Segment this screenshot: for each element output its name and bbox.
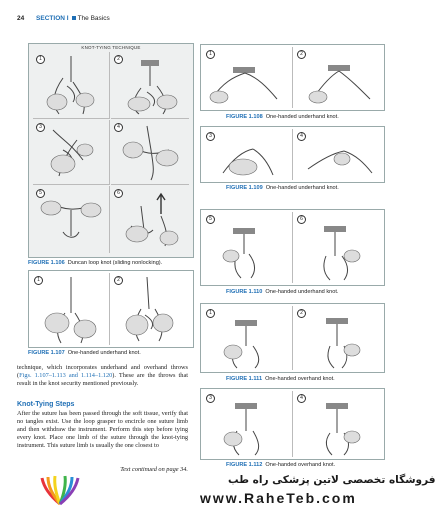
- hand-knot-illustration: [111, 186, 189, 253]
- figure-1-106-panel: [111, 186, 189, 253]
- panel-number: 1: [206, 309, 215, 318]
- caption-text: One-handed underhand knot.: [67, 350, 141, 356]
- caption-text: Duncan loop knot (sliding nonlocking).: [67, 260, 163, 266]
- panel-number: 4: [297, 132, 306, 141]
- panel-number: 2: [114, 276, 123, 285]
- hand-knot-illustration: [203, 47, 292, 108]
- figure-1-110-caption: [226, 289, 338, 295]
- panel-number: 1: [206, 50, 215, 59]
- figure-1-110-frame: [200, 209, 385, 286]
- caption-text: One-handed overhand knot.: [265, 376, 335, 382]
- figure-1-111-frame: [200, 303, 385, 373]
- panel-number: 2: [297, 50, 306, 59]
- figure-1-109-panel: [203, 129, 293, 180]
- figure-1-111-caption: [226, 376, 335, 382]
- figure-label: FIGURE 1.106: [28, 260, 65, 266]
- continued-note: Text continued on page 34.: [120, 466, 188, 473]
- figure-1-109-caption: [226, 185, 339, 191]
- panel-number: 1: [34, 276, 43, 285]
- figure-1-108-frame: [200, 44, 385, 111]
- figure-1-106-panel: [33, 120, 110, 185]
- figure-1-108-panel: [294, 47, 382, 108]
- figure-label: FIGURE 1.108: [226, 114, 263, 120]
- figure-1-106-panel-title: KNOT-TYING TECHNIQUE: [81, 45, 141, 50]
- hand-knot-illustration: [294, 306, 382, 370]
- hand-knot-illustration: [203, 212, 292, 283]
- hand-knot-illustration: [203, 306, 292, 370]
- hand-knot-illustration: [294, 47, 382, 108]
- panel-number: 5: [206, 215, 215, 224]
- hand-knot-illustration: [294, 212, 382, 283]
- figure-label: FIGURE 1.110: [226, 289, 263, 295]
- running-header: [17, 15, 110, 22]
- figure-1-108-caption: [226, 114, 339, 120]
- panel-number: 2: [114, 55, 123, 64]
- panel-number: 3: [206, 394, 215, 403]
- figure-1-109-panel: [294, 129, 382, 180]
- caption-text: One-handed underhand knot.: [265, 114, 339, 120]
- hand-knot-illustration: [33, 52, 109, 118]
- body-paragraph-2: After the suture has been passed through the soft tissue, verify that no tangles exist. Use the loop grasper to encircle one suture limb and then withdraw the instrument. Perform this step before tying every knot. Place one limb of the suture through the knot-tying instrument. This suture limb is usually the one closest to: [17, 410, 188, 450]
- figure-1-106-panel: [33, 52, 110, 119]
- panel-number: 2: [297, 309, 306, 318]
- panel-number: 4: [114, 123, 123, 132]
- figure-label: FIGURE 1.112: [226, 462, 263, 468]
- figure-1-108-panel: [203, 47, 293, 108]
- panel-number: 3: [206, 132, 215, 141]
- figure-label: FIGURE 1.107: [28, 350, 65, 356]
- hand-knot-illustration: [203, 129, 292, 180]
- figure-1-112-caption: [226, 462, 335, 468]
- figure-1-107-frame: [28, 270, 194, 348]
- panel-number: 3: [36, 123, 45, 132]
- section-subheading: Knot-Tying Steps: [17, 401, 75, 408]
- section-label: SECTION I: [36, 15, 69, 22]
- figure-1-112-panel: [294, 391, 382, 457]
- figure-1-111-panel: [203, 306, 293, 370]
- figure-1-110-panel: [294, 212, 382, 283]
- figure-1-110-panel: [203, 212, 293, 283]
- figure-label: FIGURE 1.111: [226, 376, 263, 382]
- body-text: ). These are the throws that result in the knot security mentioned previously.: [17, 372, 188, 388]
- figure-1-107-caption: [28, 350, 141, 356]
- panel-number: 5: [36, 189, 45, 198]
- figure-reference-link[interactable]: Figs. 1.107–1.113 and 1.114–1.120: [19, 372, 113, 380]
- figure-1-109-frame: [200, 126, 385, 183]
- figure-1-106-panel: [111, 120, 189, 185]
- hand-knot-illustration: [111, 273, 189, 345]
- figure-1-112-panel: [203, 391, 293, 457]
- figure-1-107-panel: [111, 273, 189, 345]
- figure-1-106-panel: [111, 52, 189, 119]
- figure-1-106-frame: [28, 43, 194, 258]
- panel-number: 1: [36, 55, 45, 64]
- hand-knot-illustration: [294, 391, 382, 457]
- figure-label: FIGURE 1.109: [226, 185, 263, 191]
- body-text: technique, which incorporates underhand and overhand throws (: [17, 364, 188, 380]
- figure-1-111-panel: [294, 306, 382, 370]
- page-number: 24: [17, 15, 25, 22]
- hand-knot-illustration: [111, 120, 189, 184]
- hand-knot-illustration: [111, 52, 189, 118]
- section-title: The Basics: [77, 15, 110, 22]
- watermark-shop-text: فروشگاه تخصصی لاتین پزشکی راه طب: [228, 474, 435, 486]
- panel-number: 6: [297, 215, 306, 224]
- figure-1-106-caption: [28, 260, 162, 266]
- caption-text: One-handed underhand knot.: [265, 185, 339, 191]
- watermark-url[interactable]: www.RaheTeb.com: [200, 490, 357, 506]
- hand-knot-illustration: [31, 273, 109, 345]
- hand-knot-illustration: [203, 391, 292, 457]
- caption-text: One-handed overhand knot.: [265, 462, 336, 468]
- hand-knot-illustration: [33, 186, 109, 253]
- figure-1-107-panel: [31, 273, 110, 345]
- panel-number: 6: [114, 189, 123, 198]
- caption-text: One-handed underhand knot.: [265, 289, 339, 295]
- body-paragraph-1: [17, 364, 188, 388]
- figure-1-112-frame: [200, 388, 385, 460]
- hand-knot-illustration: [294, 129, 382, 180]
- panel-number: 4: [297, 394, 306, 403]
- figure-1-106-panel: [33, 186, 110, 253]
- book-rainbow-logo: [36, 474, 84, 508]
- section-square-icon: [72, 16, 76, 20]
